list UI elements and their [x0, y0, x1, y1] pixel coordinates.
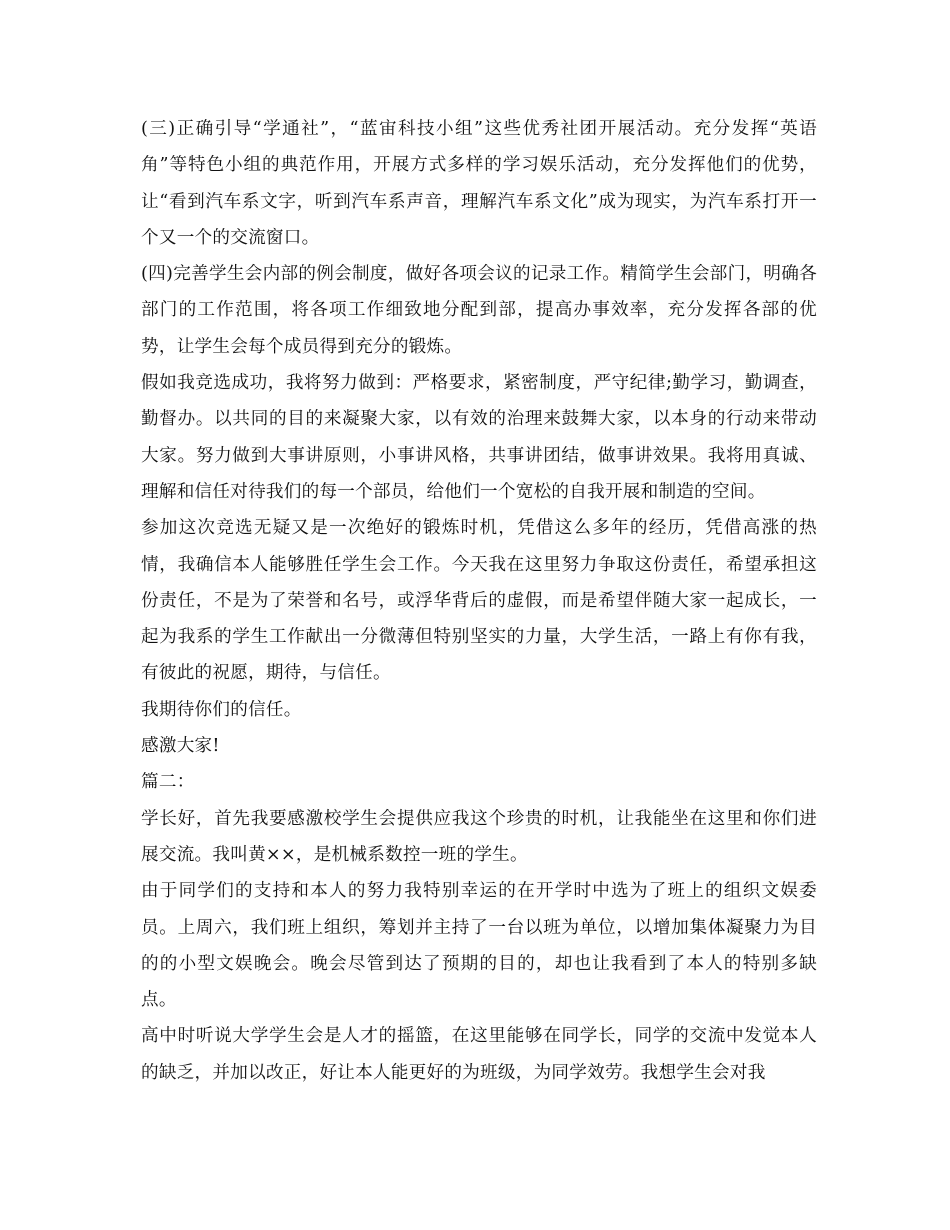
document-body — [141, 111, 817, 1091]
paragraph-thanks: 感激大家! — [141, 736, 220, 757]
paragraph-campaign-opportunity: 参加这次竞选无疑又是一次绝好的锻炼时机，凭借这么多年的经历，凭借高涨的热情，我确信本人能够胜任学生会工作。今天我在这里努力争取这份责任，希望承担这份责任，不是为了荣誉和名号，或浮华背后的虚假，而是希望伴随大家一起成长，一起为我系的学生工作献出一分微薄但特别坚实的力量，大学生活，一路上有你有我，有彼此的祝愿，期待，与信任。 — [141, 518, 817, 684]
paragraph-greeting: 学长好，首先我要感激校学生会提供应我这个珍贵的时机，让我能坐在这里和你们进展交流。我叫黄××，是机械系数控一班的学生。 — [141, 808, 817, 865]
section-heading-part-two: 篇二： — [141, 772, 195, 793]
paragraph-if-elected: 假如我竞选成功，我将努力做到：严格要求，紧密制度，严守纪律;勤学习，勤调查，勤督办。以共同的目的来凝聚大家，以有效的治理来鼓舞大家，以本身的行动来带动大家。努力做到大事讲原则，小事讲风格，共事讲团结，做事讲效果。我将用真诚、理解和信任对待我们的每一个部员，给他们一个宽松的自我开展和制造的空间。 — [141, 373, 817, 502]
paragraph-high-school: 高中时听说大学学生会是人才的摇篮，在这里能够在同学长，同学的交流中发觉本人的缺乏，并加以改正，好让本人能更好的为班级，为同学效劳。我想学生会对我 — [141, 1026, 817, 1083]
paragraph-section-four: (四)完善学生会内部的例会制度，做好各项会议的记录工作。精简学生会部门，明确各部门的工作范围，将各项工作细致地分配到部，提高办事效率，充分发挥各部的优势，让学生会每个成员得到充分的锻炼。 — [141, 264, 817, 357]
paragraph-section-three: (三)正确引导“学通社”，“蓝宙科技小组”这些优秀社团开展活动。充分发挥“英语角”等特色小组的典范作用，开展方式多样的学习娱乐活动，充分发挥他们的优势，让“看到汽车系文字，听到汽车系声音，理解汽车系文化”成为现实，为汽车系打开一个又一个的交流窗口。 — [141, 119, 817, 248]
paragraph-class-committee: 由于同学们的支持和本人的努力我特别幸运的在开学时中选为了班上的组织文娱委员。上周六，我们班上组织，筹划并主持了一台以班为单位，以增加集体凝聚力为目的的小型文娱晚会。晚会尽管到达了预期的目的，却也让我看到了本人的特别多缺点。 — [141, 881, 817, 1011]
paragraph-expect-trust: 我期待你们的信任。 — [141, 699, 302, 720]
